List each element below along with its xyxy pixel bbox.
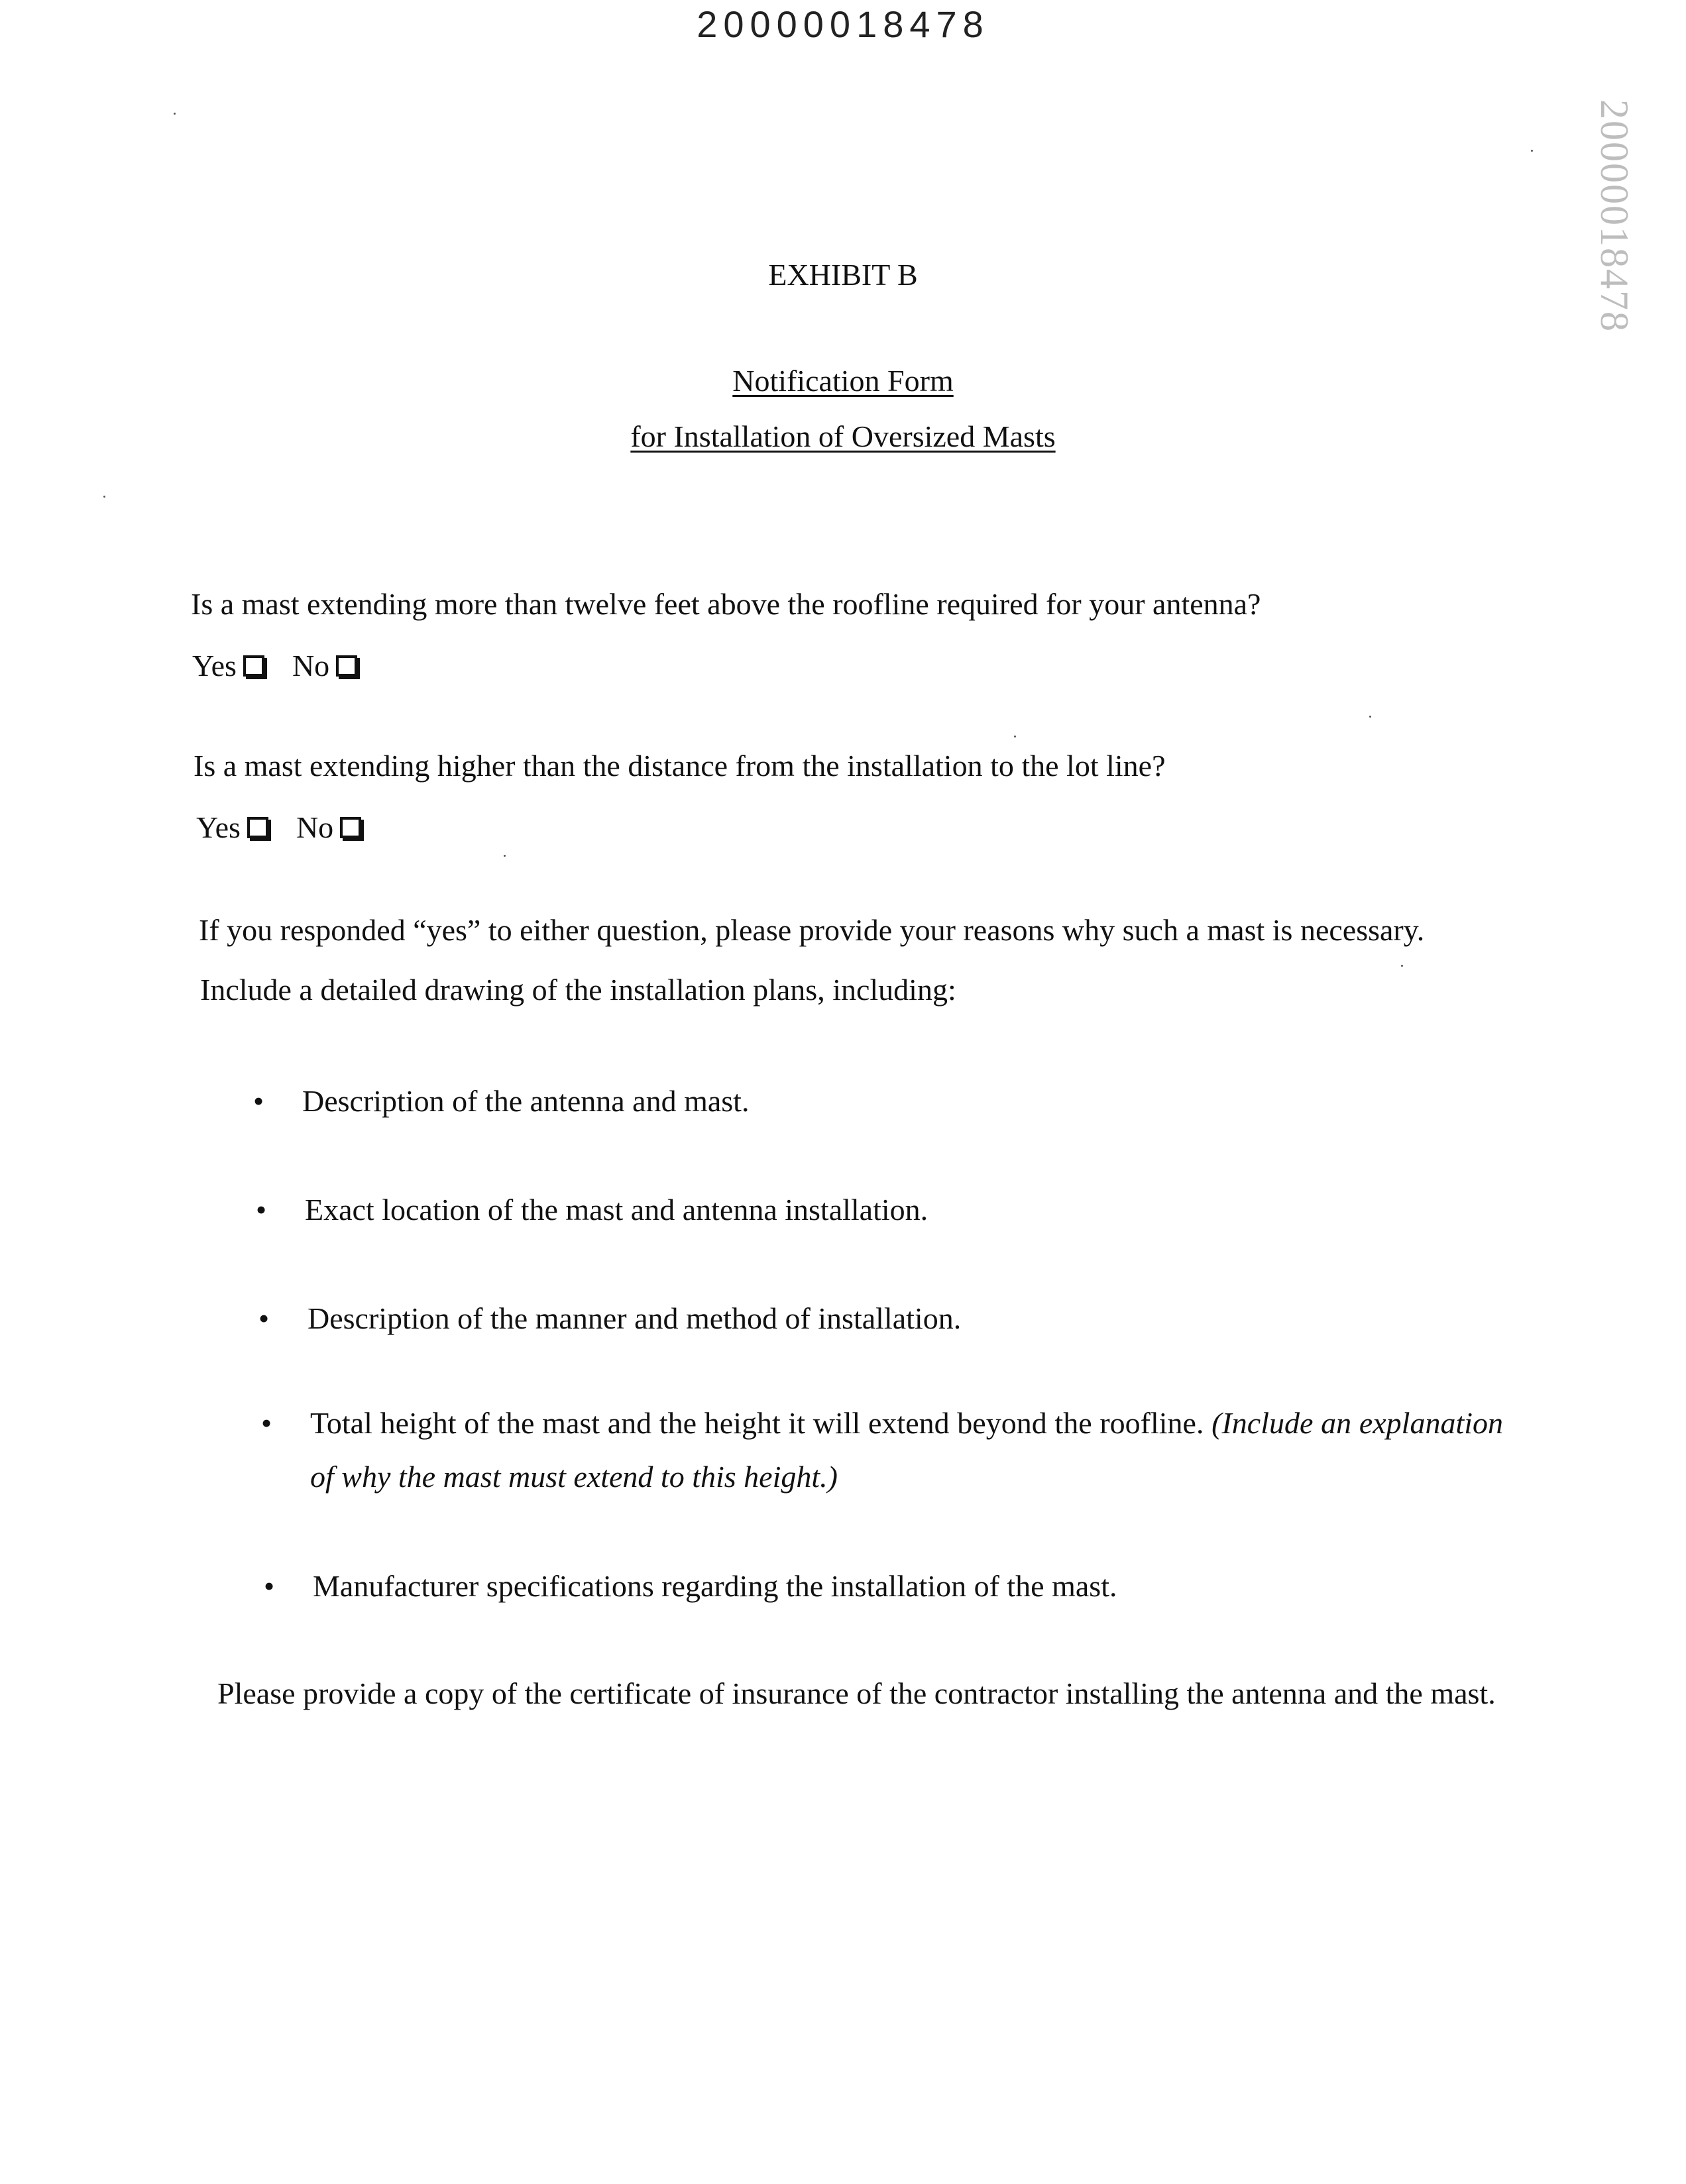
scan-speck [1401, 965, 1403, 967]
closing-paragraph: Please provide a copy of the certificate of insurance of the contractor installing the antenna and the mast. [217, 1676, 1496, 1710]
instructions-line-2: Include a detailed drawing of the installation plans, including: [200, 973, 956, 1007]
scan-speck [1014, 736, 1016, 737]
question-2-options [196, 810, 389, 845]
question-2-yes-option[interactable] [196, 810, 268, 845]
form-title-line2 [0, 419, 1686, 454]
no-checkbox[interactable] [336, 655, 357, 677]
no-checkbox[interactable] [340, 817, 361, 838]
question-2-text: Is a mast extending higher than the distance from the installation to the lot line? [194, 749, 1166, 783]
form-title-line1 [0, 363, 1686, 398]
question-1-text: Is a mast extending more than twelve feet above the roofline required for your antenna? [191, 587, 1261, 621]
scan-speck [1531, 150, 1533, 152]
exhibit-label: EXHIBIT B [768, 258, 918, 292]
bullet-text: Total height of the mast and the height it will extend beyond the roofline. [310, 1406, 1204, 1440]
bullet-item [261, 1397, 1504, 1503]
yes-checkbox[interactable] [247, 817, 268, 838]
bullet-text: Description of the manner and method of installation. [308, 1301, 962, 1335]
bullet-dot-icon: • [264, 1569, 275, 1603]
bullet-dot-icon: • [258, 1301, 270, 1335]
bullet-item [253, 1075, 750, 1128]
bullet-note: (Include an explanation of why the mast must extend to this height.) [310, 1406, 1504, 1494]
scan-speck [504, 855, 506, 857]
scan-speck [1369, 716, 1371, 718]
yes-checkbox[interactable] [243, 655, 264, 677]
yes-label: Yes [192, 649, 237, 682]
form-subtitle-text: for Installation of Oversized Masts [630, 419, 1056, 453]
side-stamp: 20000018478 [1593, 99, 1636, 333]
no-label: No [296, 810, 334, 844]
instructions-line-1: If you responded “yes” to either question, please provide your reasons why such a mast is necessary. [199, 913, 1425, 947]
bullet-text: Exact location of the mast and antenna installation. [305, 1193, 928, 1227]
yes-label: Yes [196, 810, 241, 844]
question-1-yes-option[interactable] [192, 648, 264, 683]
bullet-item [256, 1183, 928, 1237]
scan-speck [174, 113, 176, 115]
question-1-no-option[interactable] [292, 648, 357, 683]
bullet-text: Description of the antenna and mast. [302, 1084, 750, 1118]
bullet-dot-icon: • [256, 1193, 267, 1227]
form-title-text: Notification Form [732, 364, 954, 398]
bullet-item [264, 1560, 1117, 1613]
question-2-no-option[interactable] [296, 810, 361, 845]
bullet-dot-icon: • [261, 1406, 272, 1440]
bullet-item [258, 1292, 962, 1346]
no-label: No [292, 649, 330, 682]
scan-speck [103, 496, 105, 498]
question-1-options [192, 648, 385, 683]
bullet-dot-icon: • [253, 1084, 264, 1118]
bullet-text: Manufacturer specifications regarding the installation of the mast. [313, 1569, 1117, 1603]
document-id: 20000018478 [697, 3, 989, 45]
